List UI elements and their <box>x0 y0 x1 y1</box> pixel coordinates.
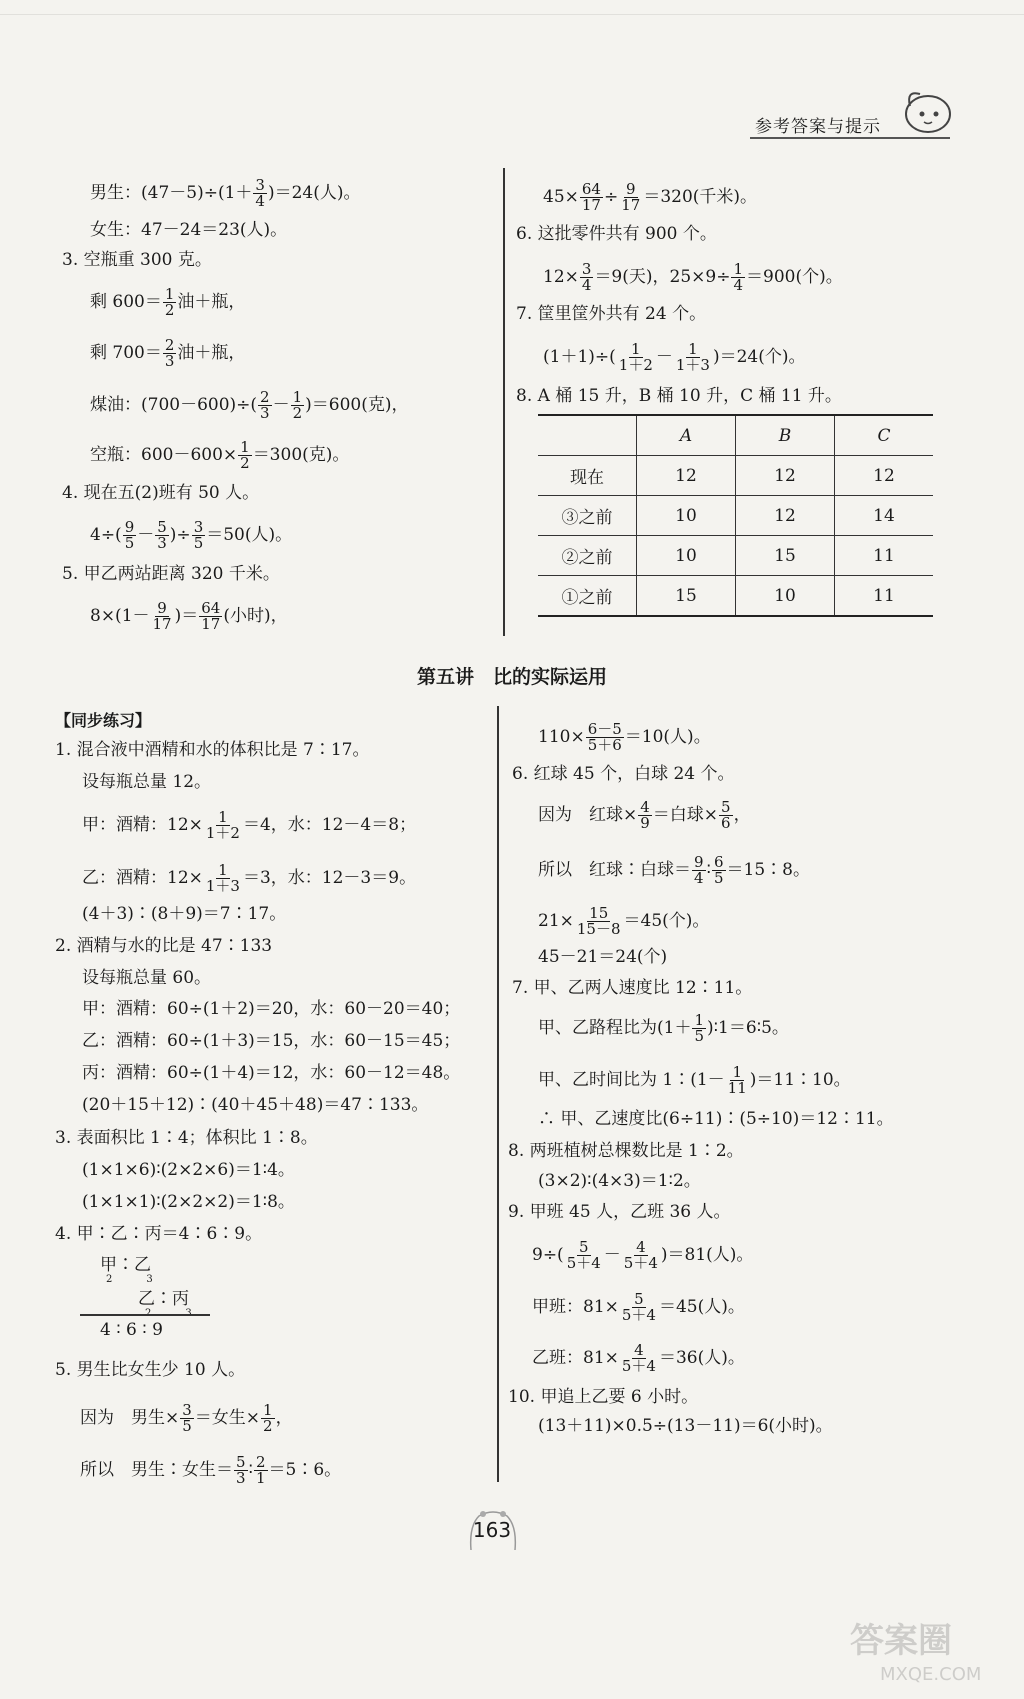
table-cell: ①之前 <box>538 576 637 617</box>
bl-line-19: 5. 男生比女生少 10 人。 <box>55 1360 246 1380</box>
table-cell: 11 <box>835 536 934 576</box>
tr-line-3: 12× $\frac{3}{4}$ ＝9(天)，25×9÷ $\frac{1}{4}$ ＝900(个)。 <box>543 260 843 294</box>
tr-line-5: (1＋1)÷( $\frac{1}{1+2}$ － $\frac{1}{1+3}$ )＝24(个)。 <box>543 340 806 374</box>
bl-line-16: 甲∶乙 <box>100 1255 151 1275</box>
tl-line-2: 女生：47－24＝23(人)。 <box>90 220 288 240</box>
table-cell: 11 <box>835 576 934 617</box>
br-line-9: 甲、乙时间比为 1∶(1－ $\frac{1}{11}$ )＝11∶10。 <box>538 1063 851 1097</box>
tl-line-6: 煤油：(700－600)÷( $\frac{2}{3}$ － $\frac{1}{2}$ )＝600(克)， <box>90 388 409 422</box>
table-header-cell: B <box>736 415 835 456</box>
watermark-logo <box>840 1610 1020 1690</box>
tr-line-1: 45× $\frac{64}{17}$ ÷ $\frac{9}{17}$ ＝320(千米)。 <box>543 180 758 214</box>
table-header-cell <box>538 415 637 456</box>
ratio-underline <box>80 1314 210 1316</box>
br-line-17: 10. 甲追上乙要 6 小时。 <box>508 1387 699 1407</box>
table-cell: 15 <box>736 536 835 576</box>
table-cell: 15 <box>637 576 736 617</box>
bl-line-21: 所以 男生∶女生＝ $\frac{5}{3}$ ∶ $\frac{2}{1}$ ＝5∶6。 <box>80 1453 342 1487</box>
table-cell: 12 <box>736 456 835 496</box>
top-column-divider <box>503 168 505 636</box>
table-header-cell: A <box>637 415 736 456</box>
svg-text:答案圈: 答案圈 <box>850 1621 952 1661</box>
tl-line-4: 剩 600＝ $\frac{1}{2}$ 油＋瓶， <box>90 285 246 319</box>
bl-line-14: (1×1×1)∶(2×2×2)＝1∶8。 <box>82 1192 295 1212</box>
br-line-8: 甲、乙路程比为(1＋ $\frac{1}{5}$ )∶1＝6∶5。 <box>538 1011 789 1045</box>
table-header-row <box>538 415 933 456</box>
bl-line-6: 2. 酒精与水的比是 47∶133 <box>55 936 273 956</box>
bl-line-17: 乙∶丙 <box>138 1289 189 1309</box>
br-line-11: 8. 两班植树总棵数比是 1∶2。 <box>508 1141 744 1161</box>
bl-line-1: 1. 混合液中酒精和水的体积比是 7∶17。 <box>55 740 370 760</box>
table-cell: 12 <box>835 456 934 496</box>
br-line-13: 9. 甲班 45 人，乙班 36 人。 <box>508 1202 731 1222</box>
bl-line-7: 设每瓶总量 60。 <box>82 968 212 988</box>
table-cell: 10 <box>637 496 736 536</box>
tl-line-3: 3. 空瓶重 300 克。 <box>62 250 212 270</box>
bl-line-4: 乙：酒精：12× $\frac{1}{1+3}$ ＝3，水：12－3＝9。 <box>82 861 417 895</box>
br-line-16: 乙班：81× $\frac{4}{5+4}$ ＝36(人)。 <box>532 1341 745 1375</box>
tr-line-4: 7. 筐里筐外共有 24 个。 <box>516 304 707 324</box>
table-cell: 14 <box>835 496 934 536</box>
table-cell: 12 <box>637 456 736 496</box>
table-row <box>538 496 933 536</box>
br-line-15: 甲班：81× $\frac{5}{5+4}$ ＝45(人)。 <box>532 1290 745 1324</box>
bucket-table <box>538 414 933 617</box>
table-cell: 12 <box>736 496 835 536</box>
table-cell: 10 <box>736 576 835 617</box>
bl-line-3: 甲：酒精：12× $\frac{1}{1+2}$ ＝4，水：12－4＝8； <box>82 808 417 842</box>
bl-line-20: 因为 男生× $\frac{3}{5}$ ＝女生× $\frac{1}{2}$ ， <box>80 1401 293 1435</box>
page-number: 163 <box>472 1518 512 1542</box>
table-cell: 现在 <box>538 456 637 496</box>
page-header-title: 参考答案与提示 <box>755 117 881 137</box>
br-line-4: 所以 红球∶白球＝ $\frac{9}{4}$ ∶ $\frac{6}{5}$ ＝15∶8。 <box>538 853 810 887</box>
bl-line-9: 乙：酒精：60÷(1＋3)＝15，水：60－15＝45； <box>82 1031 461 1051</box>
br-line-5: 21× $\frac{15}{15-8}$ ＝45(个)。 <box>538 904 710 938</box>
br-line-7: 7. 甲、乙两人速度比 12∶11。 <box>512 978 753 998</box>
top-border <box>0 14 1024 15</box>
sync-practice-heading: 【同步练习】 <box>55 711 152 730</box>
table-row <box>538 576 933 617</box>
bl-line-12: 3. 表面积比 1∶4；体积比 1∶8。 <box>55 1128 318 1148</box>
section-title: 第五讲 比的实际运用 <box>416 666 607 688</box>
bl-line-10: 丙：酒精：60÷(1＋4)＝12，水：60－12＝48。 <box>82 1063 461 1083</box>
table-header-cell: C <box>835 415 934 456</box>
table-cell: ③之前 <box>538 496 637 536</box>
tl-line-10: 5. 甲乙两站距离 320 千米。 <box>62 564 280 584</box>
tl-line-9: 4÷( $\frac{9}{5}$ － $\frac{5}{3}$ )÷ $\frac{3}{5}$ ＝50(人)。 <box>90 518 293 552</box>
br-line-18: (13＋11)×0.5÷(13－11)＝6(小时)。 <box>538 1416 833 1436</box>
tl-line-8: 4. 现在五(2)班有 50 人。 <box>62 483 260 503</box>
tl-line-1: 男生：(47－5)÷(1＋ $\frac{3}{4}$ )＝24(人)。 <box>90 176 361 210</box>
fraction: $\frac{3}{4}$ <box>255 176 265 210</box>
br-line-6: 45－21＝24(个) <box>538 947 668 967</box>
bl-line-11: (20＋15＋12)∶(40＋45＋48)＝47∶133。 <box>82 1095 429 1115</box>
bl-line-18: 4 ∶ 6 ∶ 9 <box>100 1320 163 1340</box>
tl-line-5: 剩 700＝ $\frac{2}{3}$ 油＋瓶， <box>90 336 246 370</box>
svg-text:MXQE.COM: MXQE.COM <box>880 1664 982 1685</box>
br-line-3: 因为 红球× $\frac{4}{9}$ ＝白球× $\frac{5}{6}$ ， <box>538 798 751 832</box>
br-line-1: 110× $\frac{6-5}{5+6}$ ＝10(人)。 <box>538 720 711 754</box>
mascot-icon <box>900 82 956 138</box>
tr-line-6: 8. A 桶 15 升，B 桶 10 升，C 桶 11 升。 <box>516 386 842 406</box>
bl-line-13: (1×1×6)∶(2×2×6)＝1∶4。 <box>82 1160 295 1180</box>
bottom-column-divider <box>497 706 499 1482</box>
table-cell: 10 <box>637 536 736 576</box>
bl-subscripts-16: 2 3 <box>106 1274 153 1285</box>
br-line-10: ∴ 甲、乙速度比(6÷11)∶(5÷10)＝12∶11。 <box>538 1109 894 1129</box>
br-line-2: 6. 红球 45 个，白球 24 个。 <box>512 764 735 784</box>
tl-line-7: 空瓶：600－600× $\frac{1}{2}$ ＝300(克)。 <box>90 438 350 472</box>
tl-line-11: 8×(1－ $\frac{9}{17}$ )＝ $\frac{64}{17}$ (小时)， <box>90 599 288 633</box>
tr-line-2: 6. 这批零件共有 900 个。 <box>516 224 717 244</box>
bl-line-5: (4＋3)∶(8＋9)＝7∶17。 <box>82 904 287 924</box>
table-cell: ②之前 <box>538 536 637 576</box>
br-line-12: (3×2)∶(4×3)＝1∶2。 <box>538 1171 701 1191</box>
br-line-14: 9÷( $\frac{5}{5+4}$ － $\frac{4}{5+4}$ )＝81(人)。 <box>532 1238 754 1272</box>
table-row <box>538 456 933 496</box>
bl-line-8: 甲：酒精：60÷(1＋2)＝20，水：60－20＝40； <box>82 999 461 1019</box>
bl-line-15: 4. 甲∶乙∶丙＝4∶6∶9。 <box>55 1224 263 1244</box>
table-row <box>538 536 933 576</box>
bl-line-2: 设每瓶总量 12。 <box>82 772 212 792</box>
